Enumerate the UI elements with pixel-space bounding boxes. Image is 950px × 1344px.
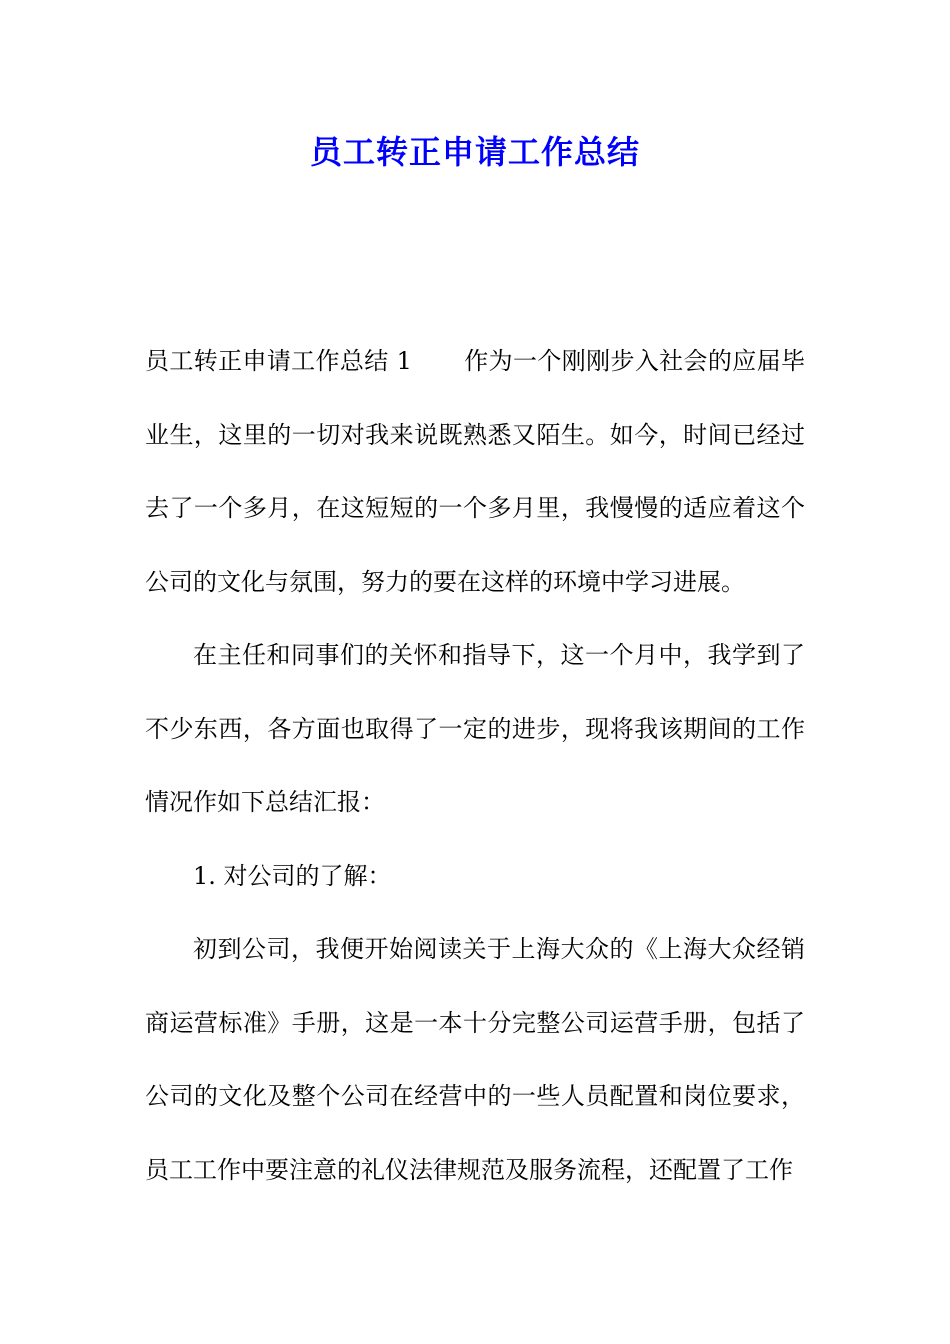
document-body	[145, 325, 805, 1207]
paragraph-3: 1. 对公司的了解：	[193, 861, 392, 890]
document-title: 员工转正申请工作总结	[309, 133, 640, 171]
paragraph-1	[145, 325, 805, 619]
paragraph-4: 初到公司，我便开始阅读关于上海大众的《上海大众经销商运营标准》手册，这是一本十分完整公司运营手册，包括了公司的文化及整个公司在经营中的一些人员配置和岗位要求，员工工作中要注意的礼仪法律规范及服务流程，还配置了工作	[145, 935, 805, 1184]
section-heading: 员工转正申请工作总结 1	[145, 347, 412, 375]
paragraph-1-text: 作为一个刚刚步入社会的应届毕业生，这里的一切对我来说既熟悉又陌生。如今，时间已经过去了一个多月，在这短短的一个多月里，我慢慢的适应着这个公司的文化与氛围，努力的要在这样的环境中学习进展。	[145, 347, 805, 596]
paragraph-2: 在主任和同事们的关怀和指导下，这一个月中，我学到了不少东西，各方面也取得了一定的进步，现将我该期间的工作情况作如下总结汇报：	[145, 641, 805, 816]
